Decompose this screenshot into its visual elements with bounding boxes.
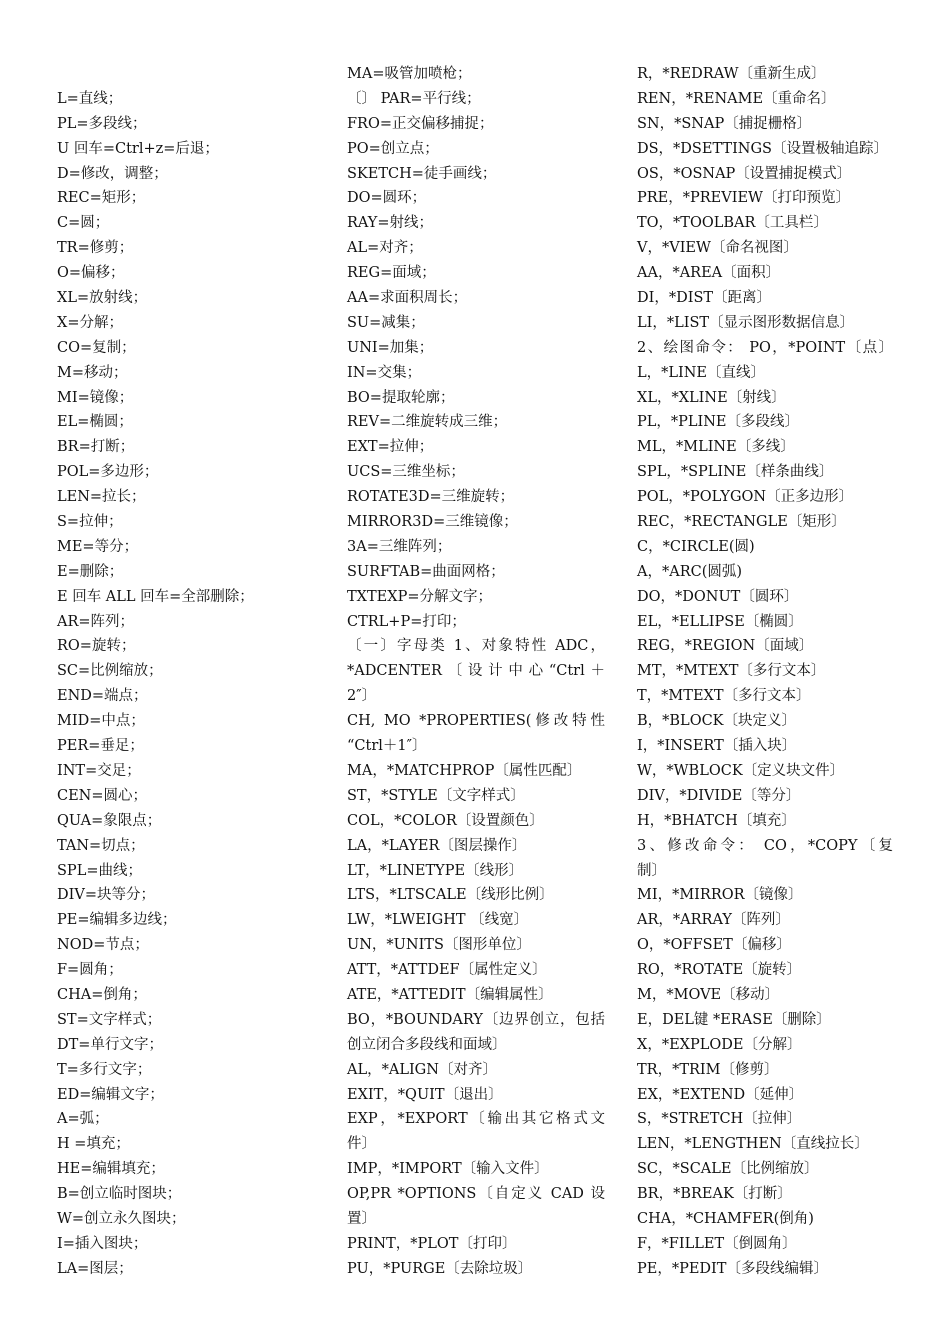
command-line: IMP，*IMPORT〔输入文件〕 xyxy=(347,1161,549,1178)
command-line: PRINT，*PLOT〔打印〕 xyxy=(347,1235,517,1252)
command-line: O，*OFFSET〔偏移〕 xyxy=(637,937,791,954)
command-line: EXT=拉伸； xyxy=(347,439,434,456)
command-line: LA=图层； xyxy=(57,1260,133,1277)
command-line: S，*STRETCH〔拉伸〕 xyxy=(637,1111,802,1128)
command-line: REG，*REGION〔面域〕 xyxy=(637,638,814,655)
command-line: W=创立永久图块； xyxy=(57,1210,186,1227)
command-line: TR=修剪； xyxy=(57,240,134,257)
command-line: X，*EXPLODE〔分解〕 xyxy=(637,1036,802,1053)
command-line: SPL=曲线； xyxy=(57,862,142,879)
command-line: CHA=倒角； xyxy=(57,986,147,1003)
command-line: CTRL+P=打印； xyxy=(347,613,466,630)
command-line: E=删除； xyxy=(57,563,124,580)
command-line: RO=旋转； xyxy=(57,638,136,655)
command-line: XL，*XLINE〔射线〕 xyxy=(637,389,786,406)
command-line: X=分解； xyxy=(57,314,123,331)
command-line: PL=多段线； xyxy=(57,115,147,132)
command-line: MID=中点； xyxy=(57,713,145,730)
command-line: PO=创立点； xyxy=(347,140,439,157)
command-line: W，*WBLOCK〔定义块文件〕 xyxy=(637,762,845,779)
command-line: HE=编辑填充； xyxy=(57,1161,165,1178)
command-line: LEN，*LENGTHEN〔直线拉长〕 xyxy=(637,1136,869,1153)
command-line: I=插入图块； xyxy=(57,1235,148,1252)
command-line: TXTEXP=分解文字； xyxy=(347,588,492,605)
command-line: R，*REDRAW〔重新生成〕 xyxy=(637,66,826,82)
command-line: MIRROR3D=三维镜像； xyxy=(347,514,518,531)
command-line: BR=打断； xyxy=(57,439,135,456)
command-line: CEN=圆心； xyxy=(57,787,148,804)
command-line: 创立闭合多段线和面域〕 xyxy=(347,1036,507,1053)
command-line: LI，*LIST〔显示图形数据信息〕 xyxy=(637,314,855,331)
command-line: REC，*RECTANGLE〔矩形〕 xyxy=(637,514,846,531)
command-line: S=拉伸； xyxy=(57,514,123,531)
command-line: OP,PR *OPTIONS〔自定义 CAD 设 xyxy=(347,1186,605,1203)
command-line: LA，*LAYER〔图层操作〕 xyxy=(347,837,527,854)
command-line: XL=放射线； xyxy=(57,290,148,307)
command-line: AR，*ARRAY〔阵列〕 xyxy=(637,912,790,929)
command-line: I，*INSERT〔插入块〕 xyxy=(637,738,797,755)
command-line: M，*MOVE〔移动〕 xyxy=(637,986,780,1003)
command-line: PER=垂足； xyxy=(57,738,144,755)
command-line: ED=编辑文字； xyxy=(57,1086,164,1103)
command-line: SPL，*SPLINE〔样条曲线〕 xyxy=(637,464,834,481)
command-line: 制〕 xyxy=(637,862,666,879)
command-line: U 回车=Ctrl+z=后退； xyxy=(57,140,219,157)
command-line: V，*VIEW〔命名视图〕 xyxy=(637,240,798,257)
command-line: SC=比例缩放； xyxy=(57,663,163,680)
command-line: C，*CIRCLE(圆) xyxy=(637,538,755,555)
command-line: LEN=拉长； xyxy=(57,489,146,506)
command-line xyxy=(57,62,327,87)
command-line: A，*ARC(圆弧) xyxy=(637,563,743,580)
column-2 xyxy=(347,62,605,1282)
command-line: E 回车 ALL 回车=全部删除； xyxy=(57,588,254,605)
command-line: DIV，*DIVIDE〔等分〕 xyxy=(637,787,801,804)
command-line: OS，*OSNAP〔设置捕捉模式〕 xyxy=(637,165,852,182)
command-line: L=直线； xyxy=(57,90,123,107)
command-line: D=修改，调整； xyxy=(57,165,168,182)
command-line: POL=多边形； xyxy=(57,464,159,481)
command-line: DT=单行文字； xyxy=(57,1036,163,1053)
command-line: INT=交足； xyxy=(57,762,141,779)
command-line: AR=阵列； xyxy=(57,613,135,630)
command-line: 〔〕 PAR=平行线； xyxy=(347,90,481,107)
command-line: BO，*BOUNDARY〔边界创立，包括 xyxy=(347,1011,605,1028)
command-line: *ADCENTER〔设计中心“Ctrl＋ xyxy=(347,663,605,680)
command-line: EL，*ELLIPSE〔椭圆〕 xyxy=(637,613,803,630)
command-line: RAY=射线； xyxy=(347,215,434,232)
command-line: MT，*MTEXT〔多行文本〕 xyxy=(637,663,826,680)
command-line: EXIT，*QUIT〔退出〕 xyxy=(347,1086,503,1103)
command-line: C=圆； xyxy=(57,215,110,232)
command-line: ATT，*ATTDEF〔属性定义〕 xyxy=(347,962,547,979)
command-line: 2、绘图命令： PO，*POINT〔点〕 xyxy=(637,339,893,356)
column-1 xyxy=(57,62,327,1282)
command-line: F，*FILLET〔倒圆角〕 xyxy=(637,1235,797,1252)
command-line: E，DEL键 *ERASE〔删除〕 xyxy=(637,1011,831,1028)
command-line: PU，*PURGE〔去除垃圾〕 xyxy=(347,1260,533,1277)
command-line: ATE，*ATTEDIT〔编辑属性〕 xyxy=(347,986,553,1003)
command-line: DO，*DONUT〔圆环〕 xyxy=(637,588,799,605)
command-line: T，*MTEXT〔多行文本〕 xyxy=(637,688,811,705)
command-line: L，*LINE〔直线〕 xyxy=(637,364,766,381)
command-line: IN=交集； xyxy=(347,364,422,381)
command-line: QUA=象限点； xyxy=(57,812,162,829)
command-line: LW，*LWEIGHT 〔线宽〕 xyxy=(347,912,529,929)
command-line: CH, MO *PROPERTIES(修改特性 xyxy=(347,713,605,730)
command-line: REG=面域； xyxy=(347,265,436,282)
command-line: POL，*POLYGON〔正多边形〕 xyxy=(637,489,854,506)
command-line: REV=二维旋转成三维； xyxy=(347,414,508,431)
command-line: B=创立临时图块； xyxy=(57,1186,182,1203)
command-line: PE=编辑多边线； xyxy=(57,912,177,929)
command-line: DIV=块等分； xyxy=(57,887,155,904)
command-line: PE，*PEDIT〔多段线编辑〕 xyxy=(637,1260,828,1277)
command-line: “Ctrl＋1″〕 xyxy=(347,738,427,755)
command-line: EXP，*EXPORT〔输出其它格式文 xyxy=(347,1111,605,1128)
command-line: DO=圆环； xyxy=(347,190,427,207)
command-line: AA，*AREA〔面积〕 xyxy=(637,265,781,282)
command-line: ST=文字样式； xyxy=(57,1011,162,1028)
command-line: BO=提取轮廓； xyxy=(347,389,455,406)
command-line: SURFTAB=曲面网格； xyxy=(347,563,505,580)
command-line: O=偏移； xyxy=(57,265,125,282)
command-line: SC，*SCALE〔比例缩放〕 xyxy=(637,1161,819,1178)
command-line: PRE，*PREVIEW〔打印预览〕 xyxy=(637,190,850,207)
command-line: T=多行文字； xyxy=(57,1061,152,1078)
command-line: CHA，*CHAMFER(倒角) xyxy=(637,1210,814,1227)
command-line: ME=等分； xyxy=(57,538,139,555)
command-line: MI=镜像； xyxy=(57,389,134,406)
command-line: EL=椭圆； xyxy=(57,414,133,431)
command-line: CO=复制； xyxy=(57,339,136,356)
command-line: ML，*MLINE〔多线〕 xyxy=(637,439,795,456)
command-line: RO，*ROTATE〔旋转〕 xyxy=(637,962,802,979)
command-line: LTS，*LTSCALE〔线形比例〕 xyxy=(347,887,554,904)
command-line: END=端点； xyxy=(57,688,148,705)
column-3 xyxy=(637,62,893,1282)
command-line: AL，*ALIGN〔对齐〕 xyxy=(347,1061,497,1078)
command-line: AL=对齐； xyxy=(347,240,423,257)
command-line: EX，*EXTEND〔延伸〕 xyxy=(637,1086,804,1103)
command-line: REC=矩形； xyxy=(57,190,146,207)
command-line: REN，*RENAME〔重命名〕 xyxy=(637,90,836,107)
command-line: UCS=三维坐标； xyxy=(347,464,465,481)
command-line: DS，*DSETTINGS〔设置极轴追踪〕 xyxy=(637,140,888,157)
command-line: SN，*SNAP〔捕捉栅格〕 xyxy=(637,115,812,132)
command-line: SKETCH=徒手画线； xyxy=(347,165,497,182)
command-line: ST，*STYLE〔文字样式〕 xyxy=(347,787,525,804)
command-line: UNI=加集； xyxy=(347,339,434,356)
command-line: 〔一〕字母类 1、对象特性 ADC， xyxy=(347,638,605,655)
command-line: 置〕 xyxy=(347,1210,376,1227)
command-line: TO，*TOOLBAR〔工具栏〕 xyxy=(637,215,828,232)
command-line: SU=减集； xyxy=(347,314,425,331)
command-line: MA，*MATCHPROP〔属性匹配〕 xyxy=(347,762,582,779)
command-line: 2″〕 xyxy=(347,688,377,705)
command-line: TR，*TRIM〔修剪〕 xyxy=(637,1061,779,1078)
command-line: NOD=节点； xyxy=(57,937,149,954)
command-line: PL，*PLINE〔多段线〕 xyxy=(637,414,800,431)
command-line: ROTATE3D=三维旋转； xyxy=(347,489,515,506)
command-line: H =填充； xyxy=(57,1136,130,1153)
command-line: A=弧； xyxy=(57,1111,109,1128)
command-line: UN，*UNITS〔图形单位〕 xyxy=(347,937,531,954)
command-line: BR，*BREAK〔打断〕 xyxy=(637,1186,792,1203)
command-line: FRO=正交偏移捕捉； xyxy=(347,115,494,132)
command-line: LT，*LINETYPE〔线形〕 xyxy=(347,862,524,879)
command-line: COL，*COLOR〔设置颜色〕 xyxy=(347,812,544,829)
command-line: 3、修改命令： CO，*COPY〔复 xyxy=(637,837,893,854)
command-line: MA=吸管加喷枪； xyxy=(347,66,472,82)
command-line: TAN=切点； xyxy=(57,837,145,854)
command-line: DI，*DIST〔距离〕 xyxy=(637,290,772,307)
command-line: 3A=三维阵列； xyxy=(347,538,452,555)
command-line: B，*BLOCK〔块定义〕 xyxy=(637,713,797,730)
command-line: AA=求面积周长； xyxy=(347,290,468,307)
command-line: MI，*MIRROR〔镜像〕 xyxy=(637,887,803,904)
command-line: 件〕 xyxy=(347,1136,376,1153)
command-line: H，*BHATCH〔填充〕 xyxy=(637,812,796,829)
command-line: M=移动； xyxy=(57,364,128,381)
command-line: F=圆角； xyxy=(57,962,123,979)
